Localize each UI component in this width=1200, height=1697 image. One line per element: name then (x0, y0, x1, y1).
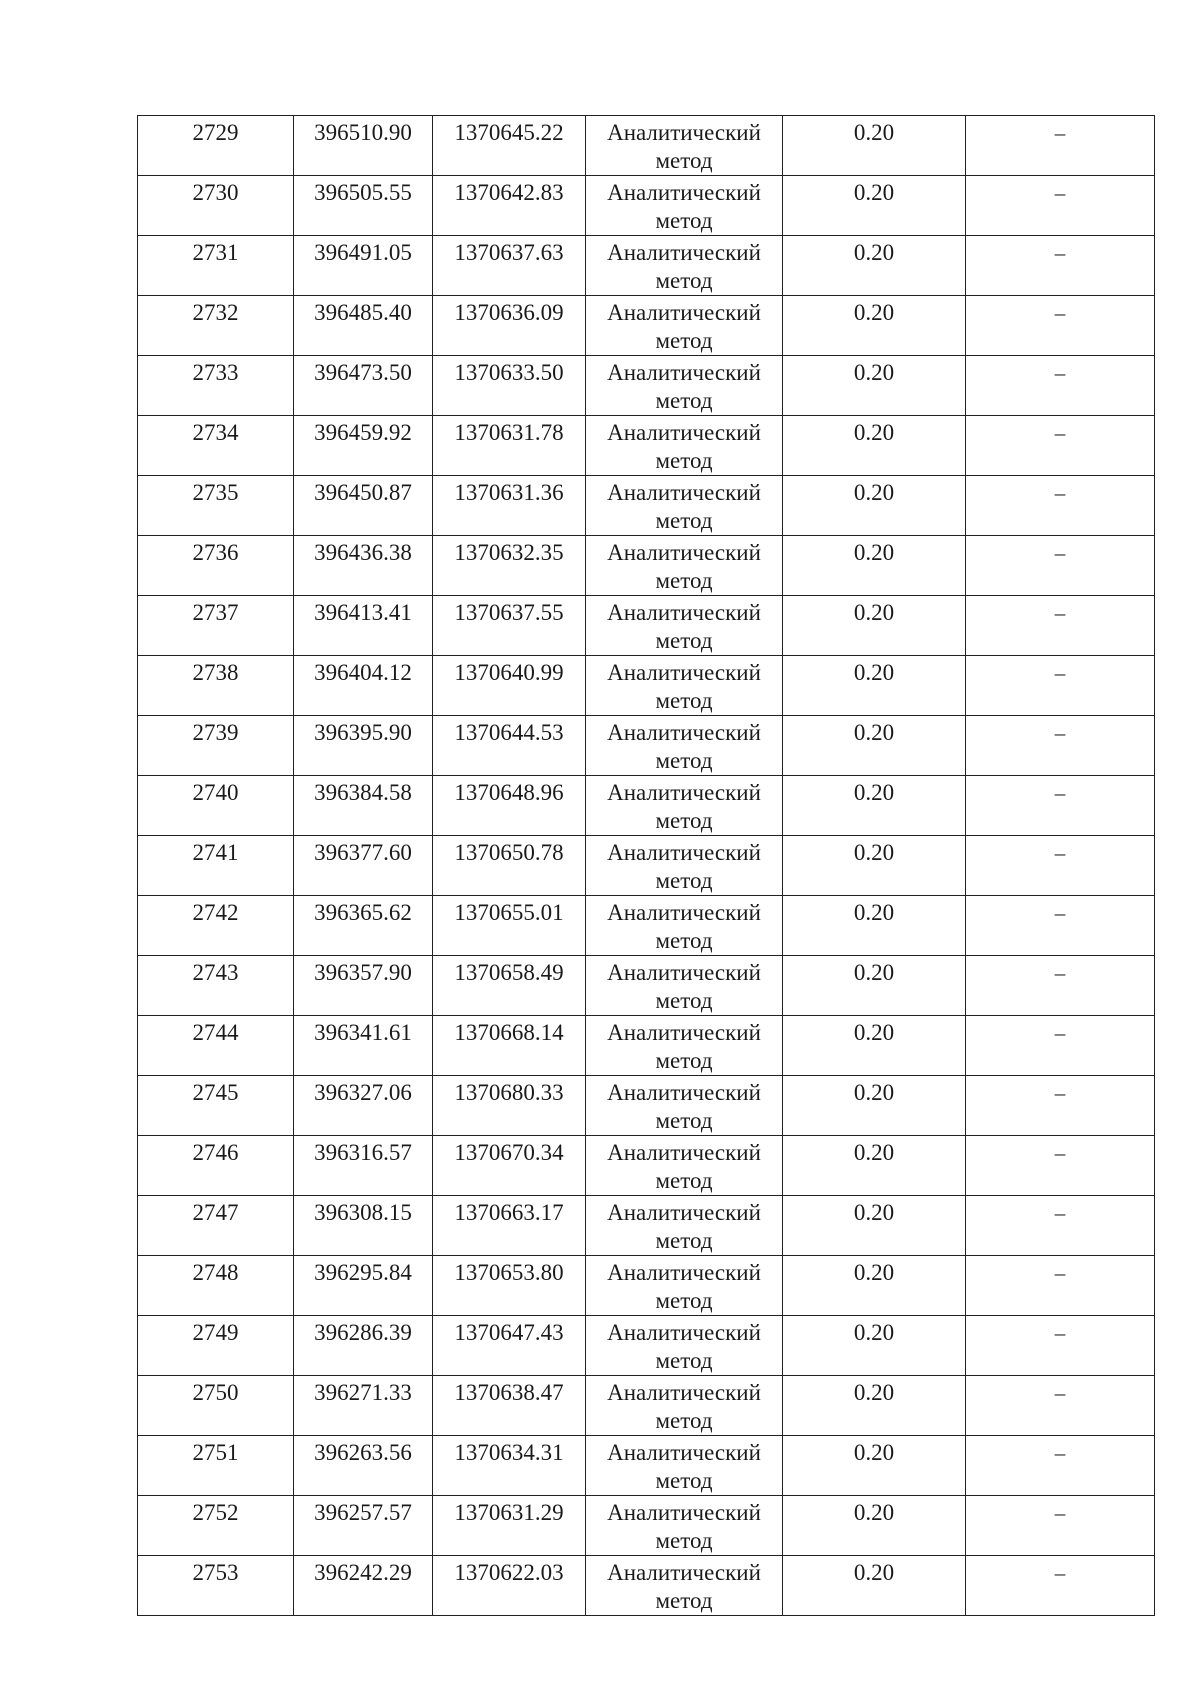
coordinate-x-cell: 396341.61 (294, 1016, 433, 1076)
method-cell: Аналитический метод (586, 1016, 783, 1076)
point-number-cell: 2749 (138, 1316, 294, 1376)
description-cell: – (966, 656, 1155, 716)
table-row (138, 1196, 1155, 1256)
point-number-cell: 2753 (138, 1556, 294, 1616)
accuracy-cell: 0.20 (783, 656, 966, 716)
accuracy-cell: 0.20 (783, 1256, 966, 1316)
table-row (138, 1556, 1155, 1616)
coordinate-x-cell: 396413.41 (294, 596, 433, 656)
table-row (138, 896, 1155, 956)
coordinate-x-cell: 396316.57 (294, 1136, 433, 1196)
method-cell: Аналитический метод (586, 1436, 783, 1496)
accuracy-cell: 0.20 (783, 1316, 966, 1376)
coordinate-y-cell: 1370663.17 (433, 1196, 586, 1256)
accuracy-cell: 0.20 (783, 476, 966, 536)
coordinate-y-cell: 1370680.33 (433, 1076, 586, 1136)
point-number-cell: 2751 (138, 1436, 294, 1496)
coordinate-x-cell: 396377.60 (294, 836, 433, 896)
description-cell: – (966, 596, 1155, 656)
table-row (138, 1016, 1155, 1076)
table-row (138, 716, 1155, 776)
table-row (138, 476, 1155, 536)
table-row (138, 236, 1155, 296)
table-row (138, 836, 1155, 896)
description-cell: – (966, 1556, 1155, 1616)
description-cell: – (966, 1256, 1155, 1316)
coordinate-y-cell: 1370634.31 (433, 1436, 586, 1496)
point-number-cell: 2752 (138, 1496, 294, 1556)
coordinate-x-cell: 396286.39 (294, 1316, 433, 1376)
method-cell: Аналитический метод (586, 416, 783, 476)
method-cell: Аналитический метод (586, 296, 783, 356)
point-number-cell: 2737 (138, 596, 294, 656)
method-cell: Аналитический метод (586, 356, 783, 416)
table-row (138, 1256, 1155, 1316)
description-cell: – (966, 716, 1155, 776)
coordinate-y-cell: 1370647.43 (433, 1316, 586, 1376)
coordinate-y-cell: 1370644.53 (433, 716, 586, 776)
coordinate-y-cell: 1370670.34 (433, 1136, 586, 1196)
description-cell: – (966, 1136, 1155, 1196)
coordinate-y-cell: 1370632.35 (433, 536, 586, 596)
point-number-cell: 2745 (138, 1076, 294, 1136)
point-number-cell: 2733 (138, 356, 294, 416)
coordinate-y-cell: 1370637.55 (433, 596, 586, 656)
point-number-cell: 2747 (138, 1196, 294, 1256)
point-number-cell: 2740 (138, 776, 294, 836)
description-cell: – (966, 476, 1155, 536)
table-row (138, 416, 1155, 476)
coordinate-y-cell: 1370631.78 (433, 416, 586, 476)
table-row (138, 296, 1155, 356)
coordinate-x-cell: 396404.12 (294, 656, 433, 716)
accuracy-cell: 0.20 (783, 1076, 966, 1136)
description-cell: – (966, 536, 1155, 596)
coordinates-table (137, 115, 1155, 1616)
accuracy-cell: 0.20 (783, 1136, 966, 1196)
coordinate-x-cell: 396308.15 (294, 1196, 433, 1256)
point-number-cell: 2729 (138, 116, 294, 176)
coordinate-x-cell: 396242.29 (294, 1556, 433, 1616)
accuracy-cell: 0.20 (783, 836, 966, 896)
method-cell: Аналитический метод (586, 656, 783, 716)
description-cell: – (966, 176, 1155, 236)
description-cell: – (966, 1496, 1155, 1556)
coordinate-y-cell: 1370638.47 (433, 1376, 586, 1436)
method-cell: Аналитический метод (586, 1136, 783, 1196)
description-cell: – (966, 1196, 1155, 1256)
coordinate-x-cell: 396327.06 (294, 1076, 433, 1136)
coordinate-y-cell: 1370645.22 (433, 116, 586, 176)
accuracy-cell: 0.20 (783, 1376, 966, 1436)
method-cell: Аналитический метод (586, 776, 783, 836)
method-cell: Аналитический метод (586, 956, 783, 1016)
description-cell: – (966, 416, 1155, 476)
point-number-cell: 2741 (138, 836, 294, 896)
coordinate-x-cell: 396473.50 (294, 356, 433, 416)
accuracy-cell: 0.20 (783, 416, 966, 476)
point-number-cell: 2735 (138, 476, 294, 536)
accuracy-cell: 0.20 (783, 1196, 966, 1256)
coordinate-y-cell: 1370622.03 (433, 1556, 586, 1616)
accuracy-cell: 0.20 (783, 716, 966, 776)
description-cell: – (966, 1076, 1155, 1136)
table-row (138, 176, 1155, 236)
table-row (138, 1376, 1155, 1436)
coordinate-x-cell: 396357.90 (294, 956, 433, 1016)
point-number-cell: 2748 (138, 1256, 294, 1316)
coordinate-y-cell: 1370631.36 (433, 476, 586, 536)
point-number-cell: 2731 (138, 236, 294, 296)
coordinate-y-cell: 1370655.01 (433, 896, 586, 956)
coordinate-x-cell: 396395.90 (294, 716, 433, 776)
coordinate-y-cell: 1370633.50 (433, 356, 586, 416)
coordinate-x-cell: 396505.55 (294, 176, 433, 236)
coordinate-y-cell: 1370631.29 (433, 1496, 586, 1556)
method-cell: Аналитический метод (586, 236, 783, 296)
method-cell: Аналитический метод (586, 596, 783, 656)
description-cell: – (966, 1016, 1155, 1076)
method-cell: Аналитический метод (586, 536, 783, 596)
point-number-cell: 2744 (138, 1016, 294, 1076)
method-cell: Аналитический метод (586, 1196, 783, 1256)
method-cell: Аналитический метод (586, 476, 783, 536)
coordinate-y-cell: 1370658.49 (433, 956, 586, 1016)
point-number-cell: 2746 (138, 1136, 294, 1196)
table-row (138, 656, 1155, 716)
accuracy-cell: 0.20 (783, 1556, 966, 1616)
coordinate-x-cell: 396485.40 (294, 296, 433, 356)
point-number-cell: 2743 (138, 956, 294, 1016)
description-cell: – (966, 356, 1155, 416)
method-cell: Аналитический метод (586, 1376, 783, 1436)
table-row (138, 1316, 1155, 1376)
point-number-cell: 2730 (138, 176, 294, 236)
accuracy-cell: 0.20 (783, 236, 966, 296)
point-number-cell: 2738 (138, 656, 294, 716)
table-row (138, 356, 1155, 416)
coordinate-x-cell: 396491.05 (294, 236, 433, 296)
coordinate-y-cell: 1370648.96 (433, 776, 586, 836)
accuracy-cell: 0.20 (783, 116, 966, 176)
coordinate-x-cell: 396365.62 (294, 896, 433, 956)
table-row (138, 1436, 1155, 1496)
table-row (138, 776, 1155, 836)
coordinate-x-cell: 396257.57 (294, 1496, 433, 1556)
coordinate-x-cell: 396436.38 (294, 536, 433, 596)
coordinate-x-cell: 396510.90 (294, 116, 433, 176)
table-row (138, 1076, 1155, 1136)
table-row (138, 956, 1155, 1016)
coordinates-table-body (138, 116, 1155, 1616)
method-cell: Аналитический метод (586, 1496, 783, 1556)
accuracy-cell: 0.20 (783, 176, 966, 236)
coordinate-x-cell: 396271.33 (294, 1376, 433, 1436)
method-cell: Аналитический метод (586, 1316, 783, 1376)
method-cell: Аналитический метод (586, 176, 783, 236)
description-cell: – (966, 116, 1155, 176)
method-cell: Аналитический метод (586, 1556, 783, 1616)
coordinate-y-cell: 1370642.83 (433, 176, 586, 236)
accuracy-cell: 0.20 (783, 596, 966, 656)
description-cell: – (966, 236, 1155, 296)
method-cell: Аналитический метод (586, 716, 783, 776)
accuracy-cell: 0.20 (783, 776, 966, 836)
table-row (138, 536, 1155, 596)
coordinate-y-cell: 1370640.99 (433, 656, 586, 716)
coordinate-x-cell: 396295.84 (294, 1256, 433, 1316)
description-cell: – (966, 1376, 1155, 1436)
table-row (138, 596, 1155, 656)
coordinate-x-cell: 396450.87 (294, 476, 433, 536)
point-number-cell: 2734 (138, 416, 294, 476)
accuracy-cell: 0.20 (783, 296, 966, 356)
coordinate-y-cell: 1370668.14 (433, 1016, 586, 1076)
method-cell: Аналитический метод (586, 116, 783, 176)
coordinate-y-cell: 1370650.78 (433, 836, 586, 896)
coordinate-y-cell: 1370653.80 (433, 1256, 586, 1316)
accuracy-cell: 0.20 (783, 956, 966, 1016)
coordinate-x-cell: 396263.56 (294, 1436, 433, 1496)
accuracy-cell: 0.20 (783, 1496, 966, 1556)
accuracy-cell: 0.20 (783, 1016, 966, 1076)
accuracy-cell: 0.20 (783, 1436, 966, 1496)
method-cell: Аналитический метод (586, 1076, 783, 1136)
coordinate-y-cell: 1370637.63 (433, 236, 586, 296)
description-cell: – (966, 296, 1155, 356)
point-number-cell: 2739 (138, 716, 294, 776)
method-cell: Аналитический метод (586, 1256, 783, 1316)
method-cell: Аналитический метод (586, 836, 783, 896)
accuracy-cell: 0.20 (783, 356, 966, 416)
description-cell: – (966, 1316, 1155, 1376)
description-cell: – (966, 956, 1155, 1016)
description-cell: – (966, 896, 1155, 956)
accuracy-cell: 0.20 (783, 536, 966, 596)
description-cell: – (966, 836, 1155, 896)
coordinate-y-cell: 1370636.09 (433, 296, 586, 356)
description-cell: – (966, 776, 1155, 836)
point-number-cell: 2742 (138, 896, 294, 956)
method-cell: Аналитический метод (586, 896, 783, 956)
table-row (138, 1136, 1155, 1196)
table-row (138, 116, 1155, 176)
coordinate-x-cell: 396459.92 (294, 416, 433, 476)
accuracy-cell: 0.20 (783, 896, 966, 956)
table-row (138, 1496, 1155, 1556)
point-number-cell: 2736 (138, 536, 294, 596)
description-cell: – (966, 1436, 1155, 1496)
point-number-cell: 2732 (138, 296, 294, 356)
point-number-cell: 2750 (138, 1376, 294, 1436)
coordinate-x-cell: 396384.58 (294, 776, 433, 836)
